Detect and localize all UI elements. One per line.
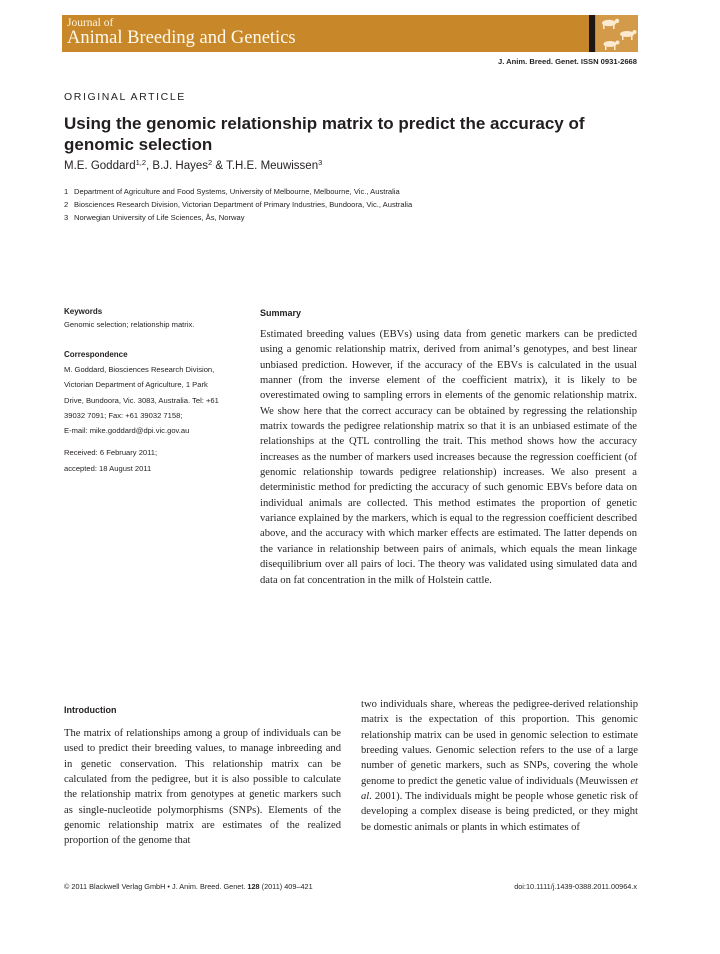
author-affiliation-marker: 3 (318, 158, 323, 167)
affiliation-item (64, 211, 412, 224)
introduction-column-right (361, 697, 638, 835)
article-type: ORIGINAL ARTICLE (64, 91, 186, 103)
summary-heading: Summary (260, 308, 302, 318)
affiliation-number: 3 (64, 213, 69, 223)
author-name: B.J. Hayes (152, 160, 209, 172)
correspondence-email[interactable]: E-mail: mike.goddard@dpi.vic.gov.au (64, 426, 190, 436)
animals-logo-icon (596, 15, 638, 52)
journal-name-prefix: Journal of (67, 17, 114, 29)
correspondence-block (64, 347, 249, 438)
author-separator: , (146, 160, 153, 172)
footer-copyright-text: © 2011 Blackwell Verlag GmbH • J. Anim. Breed. Genet. (64, 882, 248, 891)
footer-copyright (64, 882, 313, 891)
keywords-text: Genomic selection; relationship matrix. (64, 320, 195, 329)
citation-etal: et al. (361, 775, 638, 803)
affiliation-number: 1 (64, 187, 69, 196)
correspondence-line: Victorian Department of Agriculture, 1 Park (64, 380, 208, 390)
author-name: M.E. Goddard (64, 160, 136, 172)
affiliation-item (64, 185, 412, 198)
author-affiliation-marker: 1,2 (135, 158, 147, 167)
affiliation-text: Biosciences Research Division, Victorian Department of Primary Industries, Bundoora, Vic., Australia (74, 200, 413, 210)
affiliations (64, 185, 412, 225)
dates-block (64, 445, 249, 477)
author-name: T.H.E. Meuwissen (226, 160, 319, 172)
author-list (64, 160, 322, 172)
keywords-block (64, 307, 249, 329)
correspondence-line: 39032 7091; Fax: +61 39032 7158; (64, 410, 183, 420)
author-separator: & (212, 160, 227, 172)
received-date: Received: 6 February 2011; (64, 448, 158, 457)
article-title: Using the genomic relationship matrix to predict the accuracy of genomic selection (64, 114, 585, 154)
accepted-date: accepted: 18 August 2011 (64, 464, 152, 473)
affiliation-number: 2 (64, 200, 69, 210)
introduction-column-left: The matrix of relationships among a group of individuals can be used to predict their breeding values, to manage inbreeding and in genetic conservation. This relationship matrix can be calculated from the pedigree, but it is also possible to calculate the relationship matrix from genotypes at genetic markers such as single-nucleotide polymorphisms (SNPs). Elements of the genomic relationship matrix are estimates of the realized proportion of the genome that (64, 728, 341, 847)
keywords-heading: Keywords (64, 307, 103, 316)
journal-name: Animal Breeding and Genetics (67, 28, 296, 48)
footer-volume: 128 (247, 882, 260, 891)
introduction-heading: Introduction (64, 705, 117, 715)
correspondence-line: Drive, Bundoora, Vic. 3083, Australia. Tel: +61 (64, 395, 219, 405)
correspondence-line: M. Goddard, Biosciences Research Division, (64, 365, 215, 375)
affiliation-text: Department of Agriculture and Food Systems, University of Melbourne, Melbourne, Vic., Australia (74, 187, 400, 196)
footer-pages: (2011) 409–421 (259, 882, 313, 891)
journal-banner (62, 15, 638, 52)
correspondence-heading: Correspondence (64, 350, 128, 359)
author-affiliation-marker: 2 (208, 158, 213, 167)
affiliation-item (64, 198, 412, 211)
journal-issn: J. Anim. Breed. Genet. ISSN 0931-2668 (498, 57, 637, 66)
introduction-text: two individuals share, whereas the pedigree-derived relationship matrix is the expectation of this proportion. This genomic relationship matrix can be used in genomic selection to estimate breeding values. Genomic selection refers to the use of a large number of genetic markers, such as SNPs, covering the whole genome to predict the genetic value of individuals (Meuwissen (361, 699, 638, 787)
introduction-text: 2001). The individuals might be people whose genetic risk of developing a complex disease is being predicted, or they might be domestic animals or plants in which estimates of (361, 791, 638, 833)
affiliation-text: Norwegian University of Life Sciences, Ås, Norway (74, 213, 245, 223)
footer-doi[interactable]: doi:10.1111/j.1439-0388.2011.00964.x (514, 882, 637, 891)
banner-divider (589, 15, 595, 52)
summary-text: Estimated breeding values (EBVs) using data from genetic markers can be predicted using a genomic relationship matrix, derived from animal’s genotypes, and best linear unbiased prediction. However, if the accuracy of the EBVs is calculated in the usual manner (from the inverse element of the coefficient matrix), it is likely to be overestimated owing to sampling errors in elements of the genomic relationship matrix. We show here that the correct accuracy can be obtained by regressing the relationship matrix towards the pedigree relationship matrix so that it is an unbiased estimate of the relationships at the QTL controlling the trait. This method shows how the accuracy increases as the number of markers used increases because the regression coefficient (of genomic relationship towards pedigree relationship) increases. We also present a deterministic method for predicting the accuracy of such genomic EBVs before data on individual animals are collected. This method estimates the proportion of genetic variance explained by the markers, which is equal to the regression coefficient described above, and the accuracy with which marker effects are estimated. The latter depends on the variance in relationship between pairs of animals, which equals the mean linkage disequilibrium over all pairs of loci. The theory was validated using simulated data and data on fat concentration in the milk of Holstein cattle. (260, 329, 637, 586)
